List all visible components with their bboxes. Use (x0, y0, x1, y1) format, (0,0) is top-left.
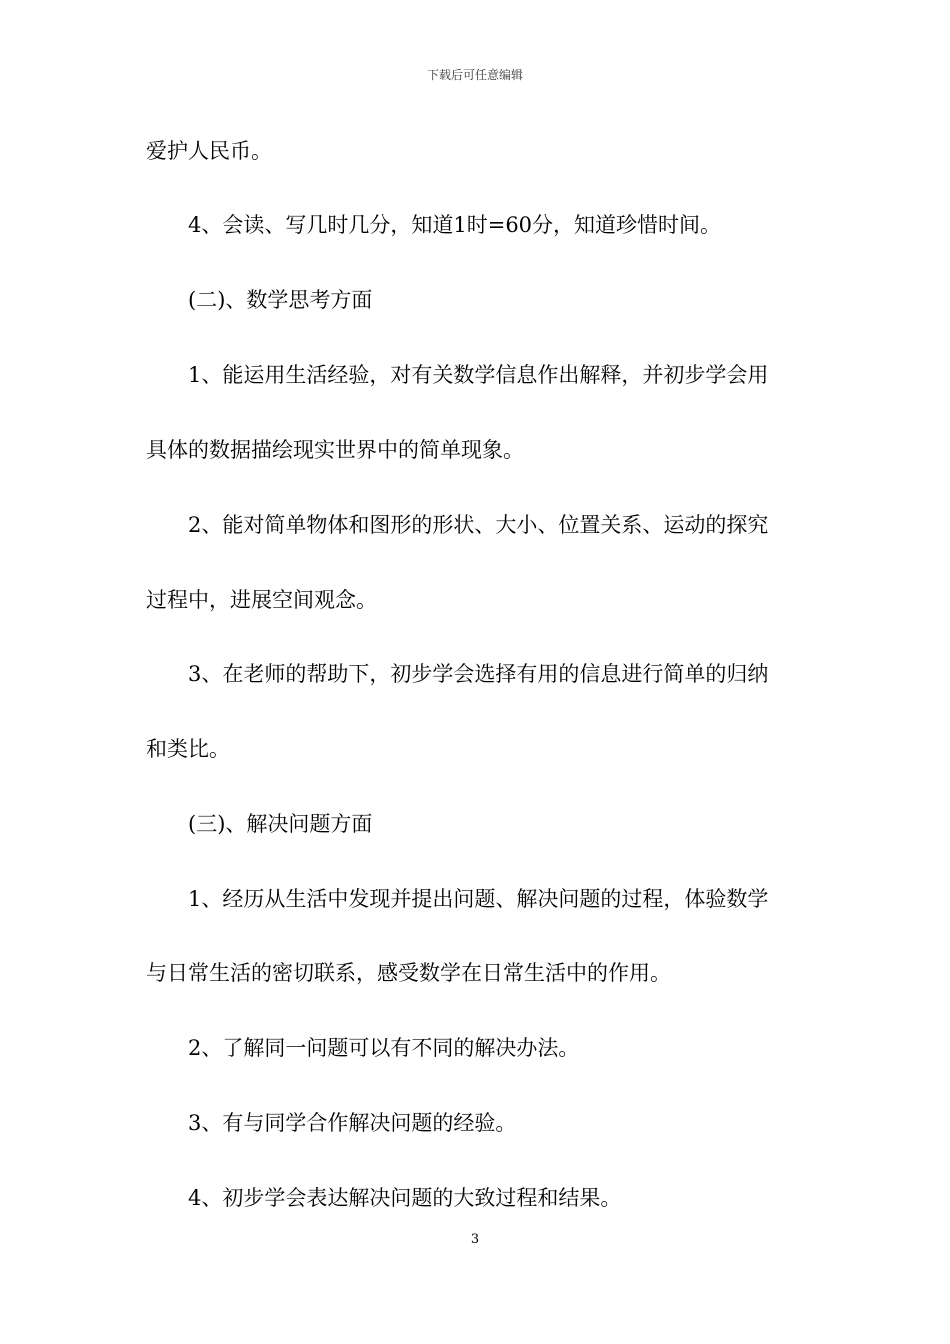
list-item: 2、能对简单物体和图形的形状、大小、位置关系、运动的探究 (188, 513, 769, 537)
section-heading: (二)、数学思考方面 (188, 288, 373, 312)
list-item: 4、初步学会表达解决问题的大致过程和结果。 (188, 1186, 622, 1210)
list-item: 3、有与同学合作解决问题的经验。 (188, 1111, 517, 1135)
list-item: 1、经历从生活中发现并提出问题、解决问题的过程，体验数学 (188, 887, 769, 911)
body-text-line: 爱护人民币。 (146, 139, 272, 163)
list-item: 4、会读、写几时几分，知道1时=60分，知道珍惜时间。 (188, 213, 722, 237)
list-item: 2、了解同一问题可以有不同的解决办法。 (188, 1036, 580, 1060)
body-text-line: 具体的数据描绘现实世界中的简单现象。 (146, 438, 524, 462)
body-text-line: 与日常生活的密切联系，感受数学在日常生活中的作用。 (146, 961, 671, 985)
page-header: 下载后可任意编辑 (426, 68, 523, 82)
list-item: 3、在老师的帮助下，初步学会选择有用的信息进行简单的归纳 (188, 662, 769, 686)
page-number: 3 (470, 1232, 480, 1247)
section-heading: (三)、解决问题方面 (188, 812, 373, 836)
body-text-line: 过程中，进展空间观念。 (146, 588, 377, 612)
body-text-line: 和类比。 (146, 737, 230, 761)
list-item: 1、能运用生活经验，对有关数学信息作出解释，并初步学会用 (188, 363, 769, 387)
